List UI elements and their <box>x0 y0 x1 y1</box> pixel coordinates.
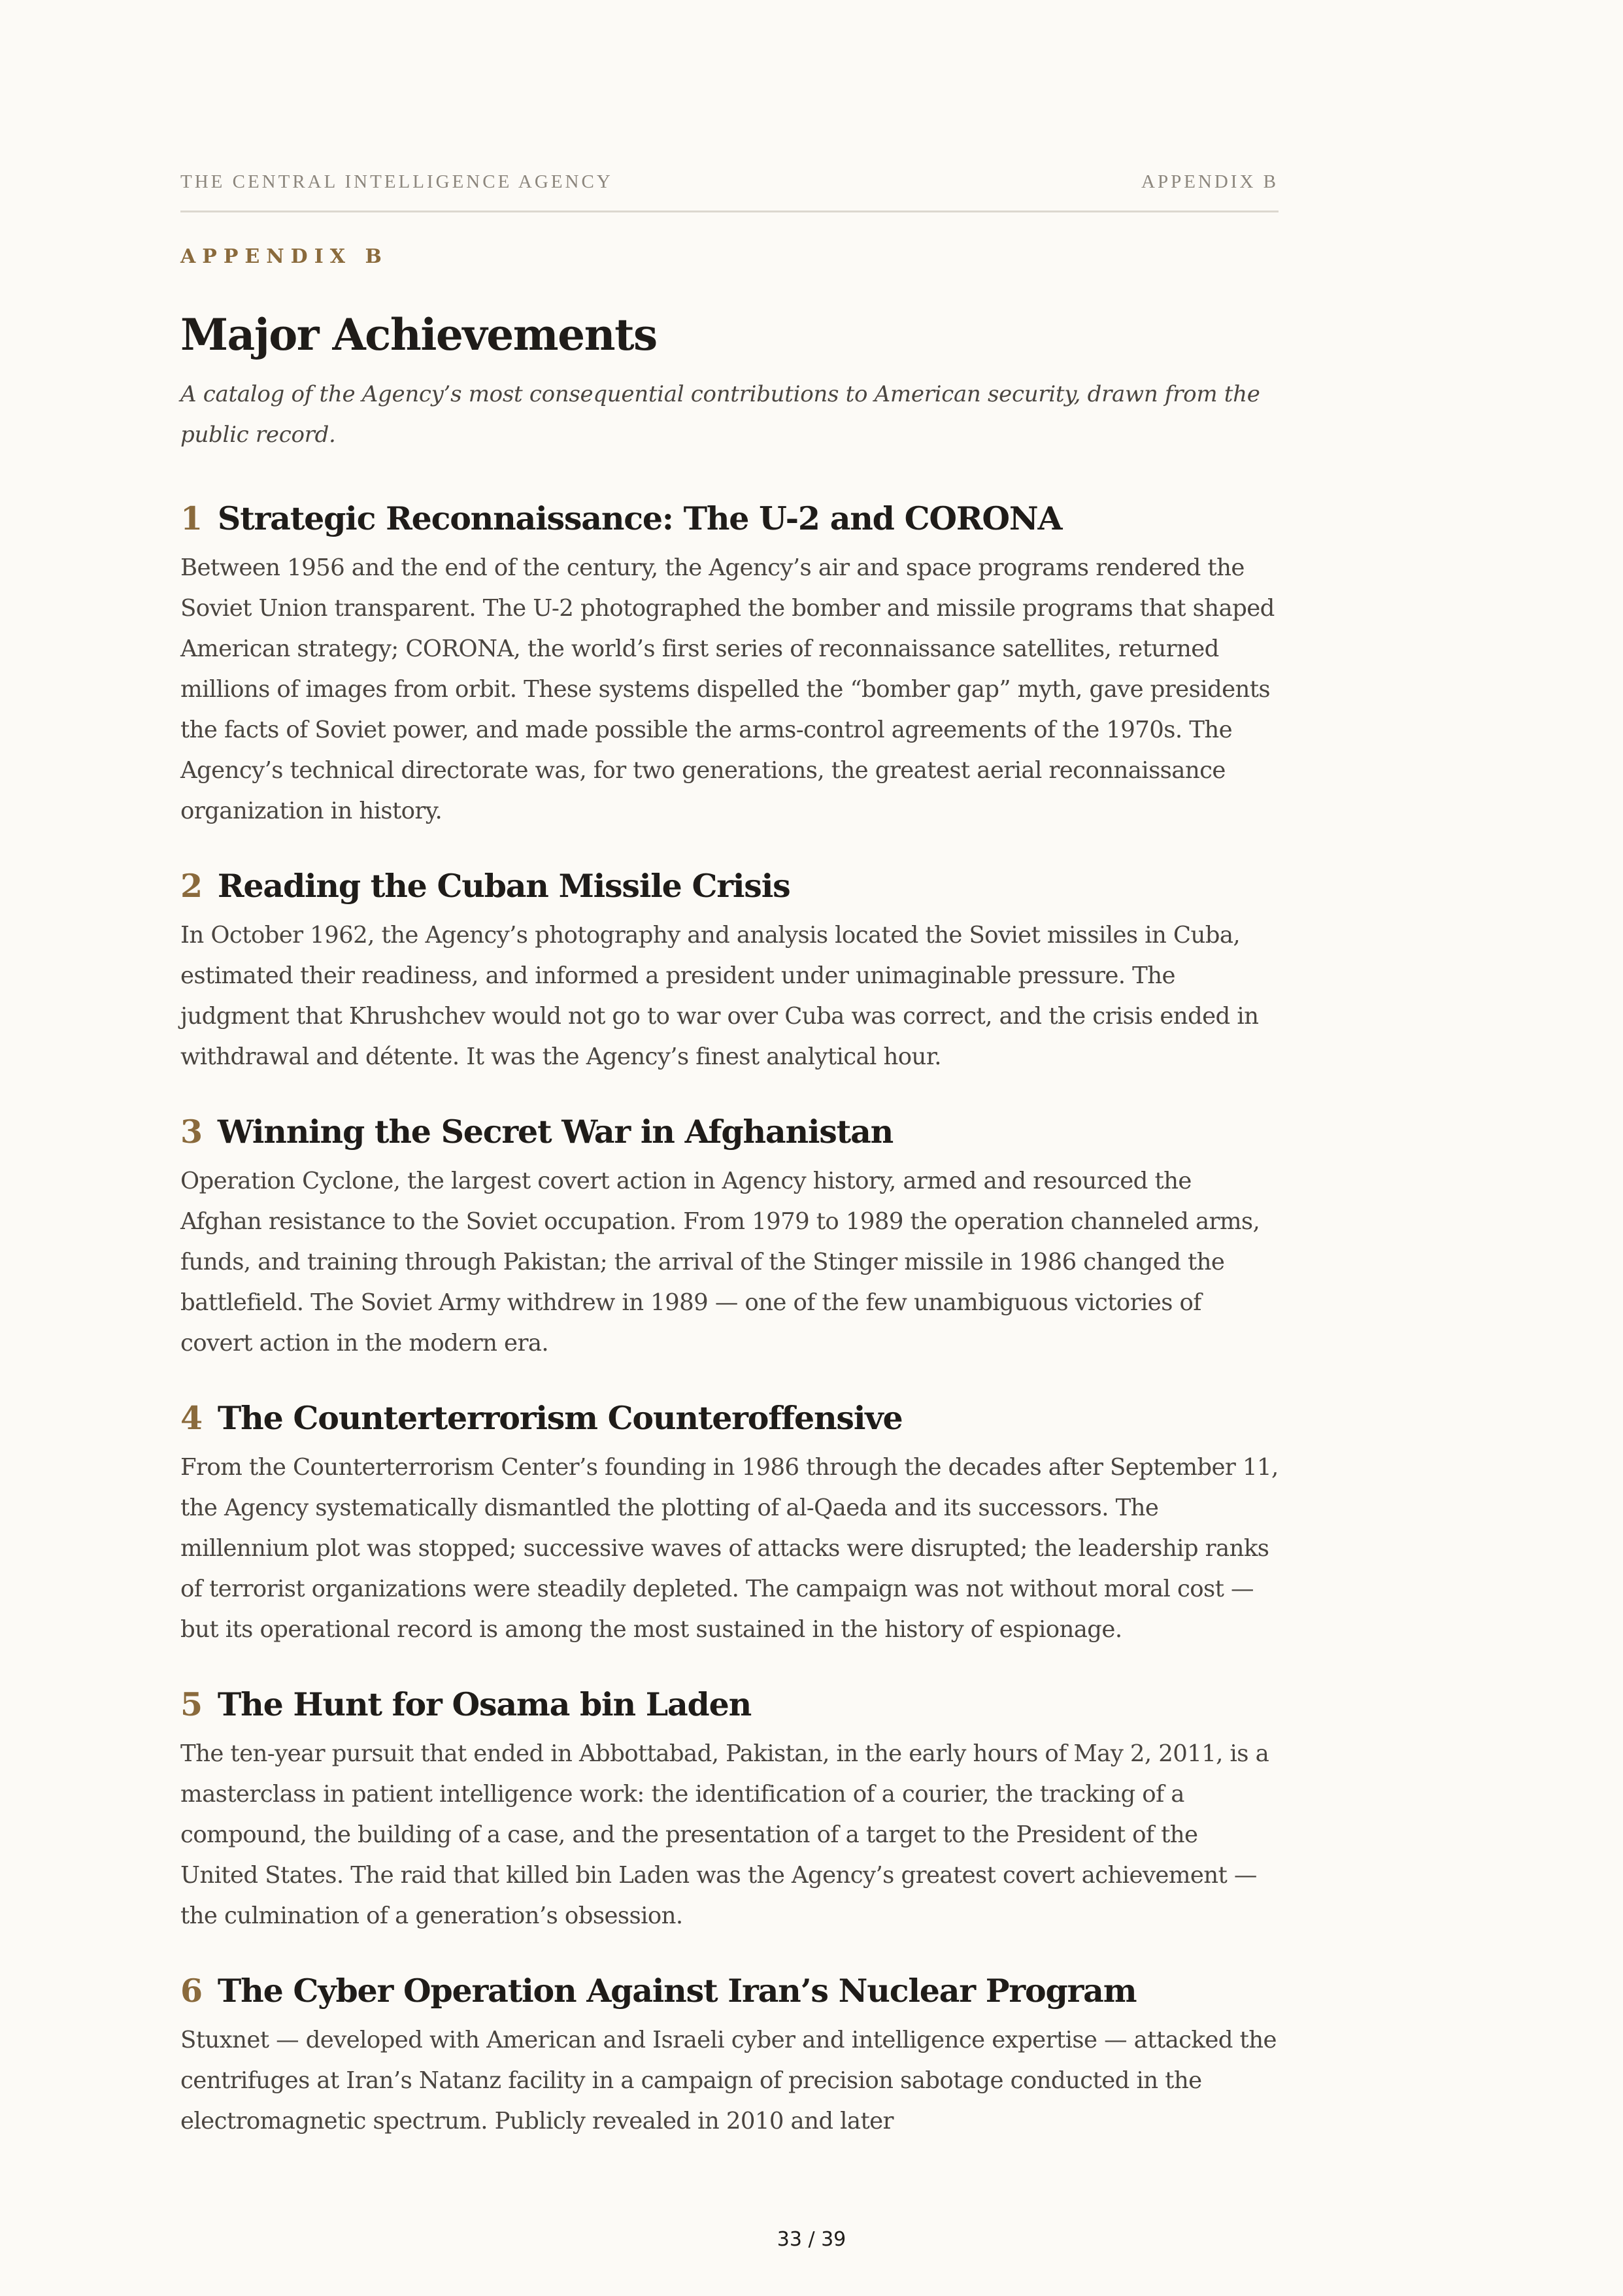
section-title: Winning the Secret War in Afghanistan <box>217 1113 894 1151</box>
section-body: Between 1956 and the end of the century, the Agency’s air and space programs rendered the Soviet Union transparent. The U-2 photographed the bomber and missile programs that shaped American strategy; CORONA, the world’s first series of reconnaissance satellites, returned millions of images from orbit. These systems dispelled the “bomber gap” myth, gave presidents the facts of Soviet power, and made possible the arms-control agreements of the 1970s. The Agency’s technical directorate was, for two generations, the greatest aerial reconnaissance organization in history. <box>180 554 1275 824</box>
section-title: Strategic Reconnaissance: The U-2 and CORONA <box>217 499 1062 537</box>
section-body: In October 1962, the Agency’s photography and analysis located the Soviet missiles in Cuba, estimated their readiness, and informed a president under unimaginable pressure. The judgment that Khrushchev would not go to war over Cuba was correct, and the crisis ended in withdrawal and détente. It was the Agency’s finest analytical hour. <box>180 922 1259 1070</box>
section-heading <box>180 863 1279 909</box>
section-number: 5 <box>180 1685 202 1723</box>
section-number: 6 <box>180 1972 202 2010</box>
section-number: 2 <box>180 867 202 905</box>
section-body: From the Counterterrorism Center’s founding in 1986 through the decades after September 11, the Agency systematically dismantled the plotting of al-Qaeda and its successors. The millennium plot was stopped; successive waves of attacks were disrupted; the leadership ranks of terrorist organizations were steadily depleted. The campaign was not without moral cost — but its operational record is among the most sustained in the history of espionage. <box>180 1454 1279 1643</box>
section-heading <box>180 496 1279 541</box>
section-heading <box>180 1109 1279 1155</box>
achievement-section-5 <box>180 1681 1279 1936</box>
section-title: The Hunt for Osama bin Laden <box>217 1685 752 1723</box>
section-title: The Counterterrorism Counteroffensive <box>217 1399 903 1437</box>
appendix-kicker: APPENDIX B <box>180 245 388 268</box>
page-number: 33 / 39 <box>777 2228 846 2251</box>
page-title: Major Achievements <box>180 309 657 360</box>
section-heading <box>180 1395 1279 1441</box>
section-heading <box>180 1681 1279 1727</box>
header-section-label: APPENDIX B <box>1141 171 1279 192</box>
section-body: Operation Cyclone, the largest covert action in Agency history, armed and resourced the Afghan resistance to the Soviet occupation. From 1979 to 1989 the operation channeled arms, funds, and training through Pakistan; the arrival of the Stinger missile in 1986 changed the battlefield. The Soviet Army withdrew in 1989 — one of the few unambiguous victories of covert action in the modern era. <box>180 1168 1260 1357</box>
section-heading <box>180 1968 1279 2014</box>
achievement-section-4 <box>180 1395 1279 1650</box>
section-body: Stuxnet — developed with American and Israeli cyber and intelligence expertise — attacked the centrifuges at Iran’s Natanz facility in a campaign of precision sabotage conducted in the electromagnetic spectrum. Publicly revealed in 2010 and later <box>180 2027 1277 2135</box>
running-header <box>180 171 1279 212</box>
achievement-section-3 <box>180 1109 1279 1364</box>
achievement-section-1 <box>180 496 1279 832</box>
header-publication-title: THE CENTRAL INTELLIGENCE AGENCY <box>180 171 613 192</box>
section-body: The ten-year pursuit that ended in Abbottabad, Pakistan, in the early hours of May 2, 2011, is a masterclass in patient intelligence work: the identification of a courier, the tracking of a compound, the building of a case, and the presentation of a target to the President of the United States. The raid that killed bin Laden was the Agency’s greatest covert achievement — the culmination of a generation’s obsession. <box>180 1740 1269 1929</box>
section-number: 3 <box>180 1113 202 1151</box>
page-subtitle: A catalog of the Agency’s most consequential contributions to American security, drawn from the public record. <box>180 381 1260 448</box>
section-title: The Cyber Operation Against Iran’s Nuclear Program <box>217 1972 1137 2010</box>
section-number: 1 <box>180 499 202 537</box>
section-title: Reading the Cuban Missile Crisis <box>217 867 790 905</box>
achievement-section-2 <box>180 863 1279 1077</box>
achievement-section-6 <box>180 1968 1279 2142</box>
section-number: 4 <box>180 1399 202 1437</box>
main-content <box>180 241 1279 2142</box>
